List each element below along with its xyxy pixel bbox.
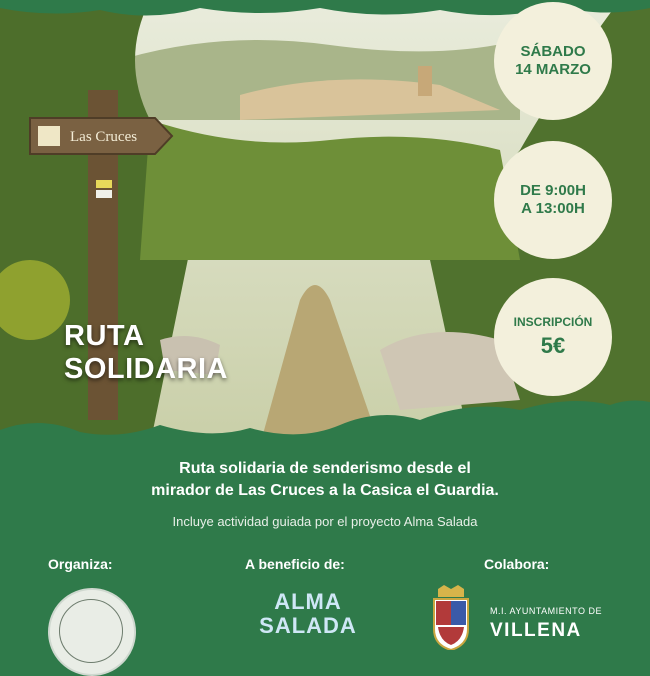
date-day: SÁBADO [520,43,586,60]
organiza-label: Organiza: [48,556,113,572]
event-title-line2: SOLIDARIA [64,353,228,385]
time-badge [494,141,612,259]
colabora-label: Colabora: [484,556,550,572]
villena-shield-icon [430,585,472,650]
date-month: 14 MARZO [515,61,591,78]
alma-salada-logo-line2: SALADA [259,613,357,638]
inscription-label: INSCRIPCIÓN [513,314,593,329]
description [0,458,650,502]
description-subline: Incluye actividad guiada por el proyecto Alma Salada [172,514,478,529]
signpost-yellow-mark [96,180,112,188]
time-start: DE 9:00H [520,182,586,199]
beneficio-label: A beneficio de: [245,556,345,572]
description-line2: mirador de Las Cruces a la Casica el Guardia. [151,482,499,499]
event-title-line1: RUTA [64,320,145,352]
organizer-logo [48,588,136,676]
event-title [64,320,228,386]
alma-salada-logo [258,590,358,650]
collaborator-line2: VILLENA [490,620,582,641]
collaborator-line1: M.I. AYUNTAMIENTO DE [490,606,603,616]
signpost-label: Las Cruces [70,129,138,145]
description-line1: Ruta solidaria de senderismo desde el [179,460,471,477]
signpost-white-mark [96,190,112,198]
inscription-badge [494,278,612,396]
organizer-logo-ring [59,599,123,663]
signpost-marker [38,126,60,146]
alma-salada-logo-line1: ALMA [274,589,342,614]
castle-tower [418,66,432,96]
inscription-price: 5€ [540,333,566,358]
date-badge [494,2,612,120]
time-end: A 13:00H [521,200,585,217]
